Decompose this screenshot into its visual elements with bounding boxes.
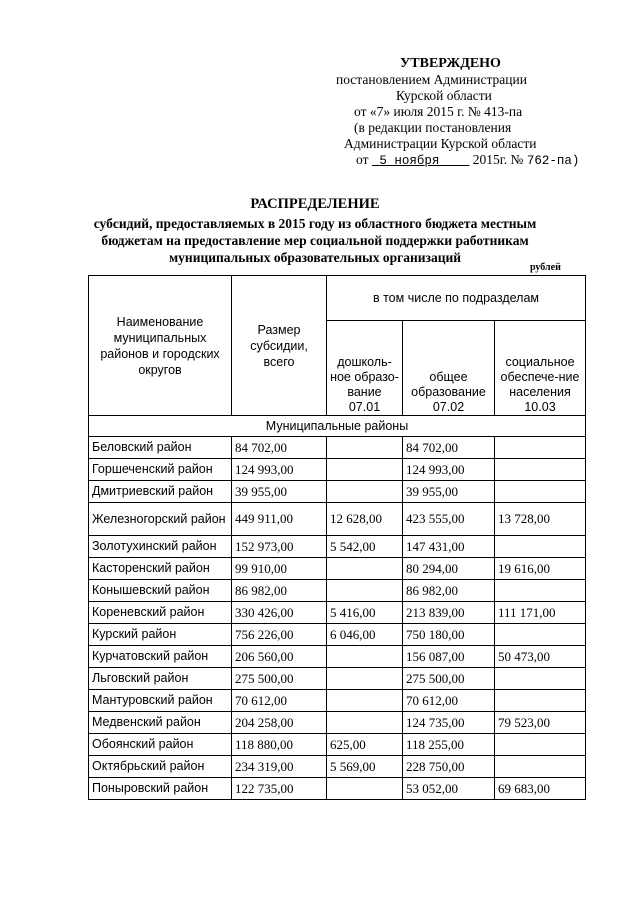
- document-title: РАСПРЕДЕЛЕНИЕ: [250, 196, 380, 212]
- table-row: [89, 580, 586, 602]
- cell-total: 124 993,00: [232, 459, 327, 481]
- cell-social: [495, 536, 586, 558]
- handwritten-number: 762-па): [526, 154, 580, 168]
- header-total: Размер субсидии, всего: [232, 276, 327, 416]
- header-social: социальное обеспече-ние населения 10.03: [495, 321, 586, 416]
- units-label: рублей: [530, 262, 561, 273]
- approval-line: Администрации Курской области: [344, 136, 537, 151]
- table-row: [89, 437, 586, 459]
- cell-general: 124 735,00: [403, 712, 495, 734]
- cell-preschool: [327, 646, 403, 668]
- cell-total: 204 258,00: [232, 712, 327, 734]
- approval-line: постановлением Администрации: [336, 72, 527, 87]
- cell-total: 86 982,00: [232, 580, 327, 602]
- cell-social: [495, 481, 586, 503]
- cell-general: 118 255,00: [403, 734, 495, 756]
- cell-preschool: 5 416,00: [327, 602, 403, 624]
- cell-total: 756 226,00: [232, 624, 327, 646]
- cell-preschool: 625,00: [327, 734, 403, 756]
- cell-total: 275 500,00: [232, 668, 327, 690]
- cell-social: 19 616,00: [495, 558, 586, 580]
- cell-total: 118 880,00: [232, 734, 327, 756]
- cell-total: 70 612,00: [232, 690, 327, 712]
- cell-total: 99 910,00: [232, 558, 327, 580]
- cell-name: Льговский район: [89, 668, 232, 690]
- cell-preschool: [327, 481, 403, 503]
- approval-amendment-line: [330, 152, 630, 169]
- table-row: [89, 690, 586, 712]
- handwritten-date: 5 ноября: [379, 154, 440, 168]
- cell-preschool: 5 569,00: [327, 756, 403, 778]
- cell-total: 152 973,00: [232, 536, 327, 558]
- cell-social: [495, 580, 586, 602]
- cell-name: Беловский район: [89, 437, 232, 459]
- approval-stamp: [330, 56, 630, 169]
- cell-name: Мантуровский район: [89, 690, 232, 712]
- cell-total: 206 560,00: [232, 646, 327, 668]
- cell-general: 70 612,00: [403, 690, 495, 712]
- cell-name: Золотухинский район: [89, 536, 232, 558]
- cell-general: 80 294,00: [403, 558, 495, 580]
- cell-social: [495, 624, 586, 646]
- cell-preschool: [327, 668, 403, 690]
- cell-name: Обоянский район: [89, 734, 232, 756]
- approval-from-label: от: [356, 152, 369, 167]
- cell-name: Железногорский район: [89, 503, 232, 536]
- cell-social: [495, 756, 586, 778]
- cell-general: 275 500,00: [403, 668, 495, 690]
- cell-general: 86 982,00: [403, 580, 495, 602]
- header-preschool: дошколь-ное образо-вание 07.01: [327, 321, 403, 416]
- cell-social: 69 683,00: [495, 778, 586, 800]
- cell-preschool: [327, 778, 403, 800]
- cell-preschool: [327, 459, 403, 481]
- cell-total: 122 735,00: [232, 778, 327, 800]
- cell-general: 156 087,00: [403, 646, 495, 668]
- cell-general: 213 839,00: [403, 602, 495, 624]
- cell-name: Касторенский район: [89, 558, 232, 580]
- header-name: Наименование муниципальных районов и городских округов: [89, 276, 232, 416]
- table-row: [89, 756, 586, 778]
- table-row: [89, 646, 586, 668]
- cell-general: 39 955,00: [403, 481, 495, 503]
- cell-preschool: [327, 558, 403, 580]
- table-row: [89, 459, 586, 481]
- document-subtitle: субсидий, предоставляемых в 2015 году из областного бюджета местным бюджетам на предоставление мер социальной поддержки работникам муниципальных образовательных организаций: [93, 216, 537, 265]
- table-row: [89, 602, 586, 624]
- cell-name: Курчатовский район: [89, 646, 232, 668]
- cell-social: [495, 734, 586, 756]
- header-group: в том числе по подразделам: [327, 276, 586, 321]
- approval-year-number-label: 2015г. №: [472, 152, 524, 167]
- table-row: [89, 558, 586, 580]
- cell-preschool: [327, 580, 403, 602]
- cell-name: Октябрьский район: [89, 756, 232, 778]
- cell-general: 53 052,00: [403, 778, 495, 800]
- table-row: [89, 712, 586, 734]
- subsidy-table: [88, 275, 586, 800]
- approval-line: Курской области: [396, 88, 492, 103]
- cell-total: 449 911,00: [232, 503, 327, 536]
- cell-general: 124 993,00: [403, 459, 495, 481]
- approval-line: от «7» июля 2015 г. № 413-па: [354, 104, 523, 119]
- cell-social: [495, 668, 586, 690]
- table-row: [89, 536, 586, 558]
- table-row: [89, 668, 586, 690]
- cell-general: 750 180,00: [403, 624, 495, 646]
- cell-name: Кореневский район: [89, 602, 232, 624]
- cell-general: 147 431,00: [403, 536, 495, 558]
- cell-total: 330 426,00: [232, 602, 327, 624]
- cell-total: 39 955,00: [232, 481, 327, 503]
- cell-preschool: 12 628,00: [327, 503, 403, 536]
- cell-name: Медвенский район: [89, 712, 232, 734]
- cell-social: 111 171,00: [495, 602, 586, 624]
- cell-total: 84 702,00: [232, 437, 327, 459]
- cell-general: 84 702,00: [403, 437, 495, 459]
- document-heading: [80, 196, 550, 266]
- table-row: [89, 481, 586, 503]
- table-row: [89, 778, 586, 800]
- section-heading: Муниципальные районы: [89, 416, 586, 437]
- cell-total: 234 319,00: [232, 756, 327, 778]
- cell-preschool: 5 542,00: [327, 536, 403, 558]
- cell-social: 13 728,00: [495, 503, 586, 536]
- header-general: общее образование 07.02: [403, 321, 495, 416]
- cell-social: 50 473,00: [495, 646, 586, 668]
- cell-preschool: [327, 712, 403, 734]
- approval-line: (в редакции постановления: [354, 120, 512, 135]
- table-row: [89, 503, 586, 536]
- table-row: [89, 734, 586, 756]
- table-row: [89, 624, 586, 646]
- cell-general: 228 750,00: [403, 756, 495, 778]
- cell-preschool: [327, 690, 403, 712]
- cell-name: Конышевский район: [89, 580, 232, 602]
- cell-general: 423 555,00: [403, 503, 495, 536]
- cell-preschool: [327, 437, 403, 459]
- approval-title: УТВЕРЖДЕНО: [400, 56, 501, 71]
- cell-name: Курский район: [89, 624, 232, 646]
- cell-name: Горшеченский район: [89, 459, 232, 481]
- cell-name: Поныровский район: [89, 778, 232, 800]
- table-body: [89, 437, 586, 800]
- cell-social: [495, 437, 586, 459]
- cell-social: [495, 690, 586, 712]
- cell-name: Дмитриевский район: [89, 481, 232, 503]
- cell-preschool: 6 046,00: [327, 624, 403, 646]
- cell-social: [495, 459, 586, 481]
- cell-social: 79 523,00: [495, 712, 586, 734]
